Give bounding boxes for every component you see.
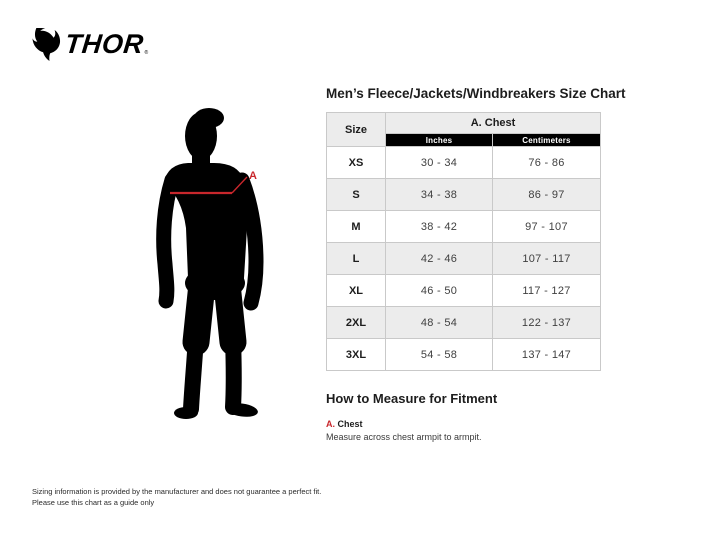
size-label: 2XL xyxy=(327,307,386,339)
measure-item-title xyxy=(326,419,616,429)
male-silhouette xyxy=(130,78,320,426)
inches-value: 34 - 38 xyxy=(386,179,493,211)
centimeters-value: 107 - 117 xyxy=(493,243,601,275)
thor-head-icon xyxy=(32,28,62,61)
centimeters-value: 76 - 86 xyxy=(493,147,601,179)
size-label: M xyxy=(327,211,386,243)
inches-value: 48 - 54 xyxy=(386,307,493,339)
measure-item-chest xyxy=(326,419,616,442)
table-row xyxy=(327,147,601,179)
chest-marker-label: A xyxy=(249,170,257,182)
column-header-inches: Inches xyxy=(386,134,493,147)
size-label: 3XL xyxy=(327,339,386,371)
page-title: Men’s Fleece/Jackets/Windbreakers Size Chart xyxy=(326,86,626,101)
trademark-symbol: ® xyxy=(144,50,149,56)
inches-value: 30 - 34 xyxy=(386,147,493,179)
measure-label: Chest xyxy=(337,419,363,429)
inches-value: 38 - 42 xyxy=(386,211,493,243)
measure-marker: A. xyxy=(326,419,335,429)
measure-heading: How to Measure for Fitment xyxy=(326,391,498,406)
measure-guide xyxy=(326,391,616,442)
centimeters-value: 137 - 147 xyxy=(493,339,601,371)
table-row xyxy=(327,211,601,243)
disclaimer xyxy=(32,486,332,508)
size-chart-table xyxy=(326,112,601,371)
size-label: L xyxy=(327,243,386,275)
inches-value: 54 - 58 xyxy=(386,339,493,371)
table-row xyxy=(327,179,601,211)
disclaimer-line-1: Sizing information is provided by the manufacturer and does not guarantee a perfect fit. xyxy=(32,487,322,496)
table-row xyxy=(327,243,601,275)
table-row xyxy=(327,339,601,371)
size-label: XS xyxy=(327,147,386,179)
measurement-diagram xyxy=(130,78,320,426)
size-label: S xyxy=(327,179,386,211)
centimeters-value: 122 - 137 xyxy=(493,307,601,339)
inches-value: 42 - 46 xyxy=(386,243,493,275)
disclaimer-line-2: Please use this chart as a guide only xyxy=(32,498,155,507)
centimeters-value: 86 - 97 xyxy=(493,179,601,211)
column-header-centimeters: Centimeters xyxy=(493,134,601,147)
centimeters-value: 97 - 107 xyxy=(493,211,601,243)
column-header-size: Size xyxy=(327,113,386,147)
column-header-chest: A. Chest xyxy=(386,113,601,134)
table-row xyxy=(327,275,601,307)
brand-wordmark: THOR xyxy=(63,29,146,59)
brand-logo xyxy=(32,28,148,61)
centimeters-value: 117 - 127 xyxy=(493,275,601,307)
inches-value: 46 - 50 xyxy=(386,275,493,307)
measure-description: Measure across chest armpit to armpit. xyxy=(326,432,482,442)
table-row xyxy=(327,307,601,339)
size-label: XL xyxy=(327,275,386,307)
